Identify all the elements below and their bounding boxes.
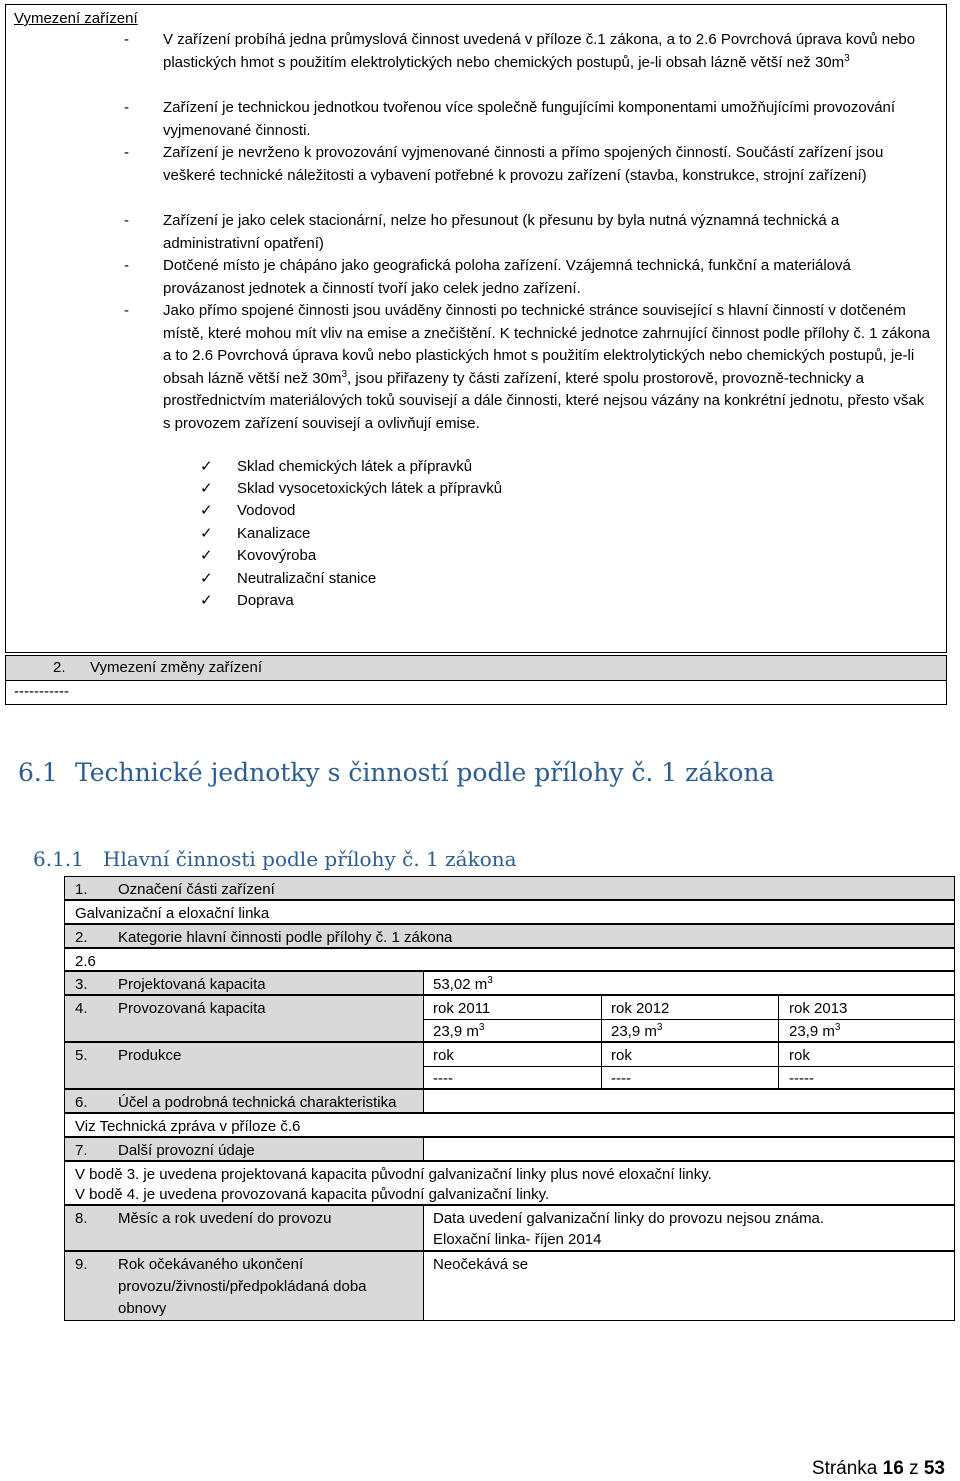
checklist-item: Sklad chemických látek a přípravků <box>237 458 473 475</box>
bullet-item: Zařízení je jako celek stacionární, nelze ho přesunout (k přesunu by byla nutná významná technická a administrativní opatření) <box>163 212 840 252</box>
table-row: 7. Další provozní údaje <box>64 1137 955 1161</box>
checkmark-icon: ✓ <box>200 502 213 519</box>
table-row: 1. Označení části zařízení <box>64 876 955 900</box>
table-row: Viz Technická zpráva v příloze č.6 <box>64 1113 955 1137</box>
checkmark-icon: ✓ <box>200 547 213 564</box>
section-2-number: 2. <box>53 659 66 676</box>
checkmark-icon: ✓ <box>200 480 213 497</box>
checkmark-icon: ✓ <box>200 592 213 609</box>
checklist-item: Sklad vysocetoxických látek a přípravků <box>237 480 503 497</box>
table-row: 9. Rok očekávaného ukončení provozu/živnosti/předpokládaná doba obnovy Neočekává se <box>64 1251 955 1321</box>
checkmark-icon: ✓ <box>200 458 213 475</box>
section-2-header <box>5 655 947 681</box>
checkmark-icon: ✓ <box>200 570 213 587</box>
bullet-dash: - <box>124 212 129 229</box>
section-2-label: Vymezení změny zařízení <box>90 659 263 676</box>
bullet-item: Zařízení je nevrženo k provozování vyjmenované činnosti a přímo spojených činností. Součástí zařízení jsou veškeré technické náležitosti a vybavení potřebné k provozu zařízení (stavba, konstrukce, strojní zařízení) <box>163 144 884 184</box>
bullet-dash: - <box>124 302 129 319</box>
table-row: 3. Projektovaná kapacita 53,02 $m^3$ <box>64 971 955 995</box>
checkmark-icon: ✓ <box>200 525 213 542</box>
bullet-dash: - <box>124 257 129 274</box>
bullet-item: Jako přímo spojené činnosti jsou uváděny činnosti po technické stránce související s hlavní činností v dotčeném místě, které mohou mít vliv na emise a znečištění. K technické jednotce zahrnující činnost podle přílohy č. 1 zákona a to 2.6 Povrchová úprava kovů nebo plastických hmot s použitím elektrolytických nebo chemických postupů, je-li obsah lázně větší než $30m^3$, jsou přiřazeny ty části zařízení, které spolu prostorově, provozně-technicky a prostřednictvím materiálových toků souvisejí a dále činnosti, které nejsou vázány na konkrétní jednotu, přesto však s provozem zařízení souvisejí a ovlivňují emise. <box>163 302 931 432</box>
bullet-item: V zařízení probíhá jedna průmyslová činnost uvedená v příloze č.1 zákona, a to 2.6 Povrchová úprava kovů nebo plastických hmot s použitím elektrolytických nebo chemických postupů, je-li obsah lázně větší než $30m^3$ <box>163 31 916 71</box>
bullet-item: Zařízení je technickou jednotkou tvořenou více společně fungujícími komponentami umožňujícími provozování vyjmenované činnosti. <box>163 99 896 139</box>
table-row: 8. Měsíc a rok uvedení do provozu Data uvedení galvanizační linky do provozu nejsou známa. Eloxační linka- říjen 2014 <box>64 1205 955 1251</box>
table-row: V bodě 3. je uvedena projektovaná kapacita původní galvanizační linky plus nové eloxační linky. V bodě 4. je uvedena provozovaná kapacita původní galvanizační linky. <box>64 1161 955 1205</box>
page-number: Stránka 16 z 53 <box>811 1458 945 1479</box>
checklist-item: Vodovod <box>237 502 296 519</box>
checklist-item: Neutralizační stanice <box>237 570 377 587</box>
bullet-item: Dotčené místo je chápáno jako geografická poloha zařízení. Vzájemná technická, funkční a materiálová provázanost jednotek a činností tvoří jako celek jedno zařízení. <box>163 257 851 297</box>
table-row: 5. Produkce rok rok rok ---- ---- ----- <box>64 1042 955 1089</box>
heading-6-1-1: 6.1.1 Hlavní činnosti podle přílohy č. 1 zákona <box>33 847 517 871</box>
box-title: Vymezení zařízení <box>14 10 138 27</box>
checklist-item: Doprava <box>237 592 294 609</box>
bullet-dash: - <box>124 99 129 116</box>
table-row: 2. Kategorie hlavní činnosti podle přílohy č. 1 zákona <box>64 924 955 948</box>
checklist-item: Kanalizace <box>237 525 311 542</box>
heading-6-1: 6.1 Technické jednotky s činností podle přílohy č. 1 zákona <box>18 758 775 787</box>
table-row: 6. Účel a podrobná technická charakteristika <box>64 1089 955 1113</box>
bullet-dash: - <box>124 144 129 161</box>
section-2-body <box>5 680 947 705</box>
section-2-value: ----------- <box>14 683 69 700</box>
checklist-item: Kovovýroba <box>237 547 317 564</box>
bullet-dash: - <box>124 31 129 48</box>
table-row: Galvanizační a eloxační linka <box>64 900 955 924</box>
table-row: 4. Provozovaná kapacita rok 2011 rok 2012 rok 2013 23,9 $m^3$ 23,9 $m^3$ 23,9 $m^3$ <box>64 995 955 1042</box>
table-row: 2.6 <box>64 948 955 971</box>
